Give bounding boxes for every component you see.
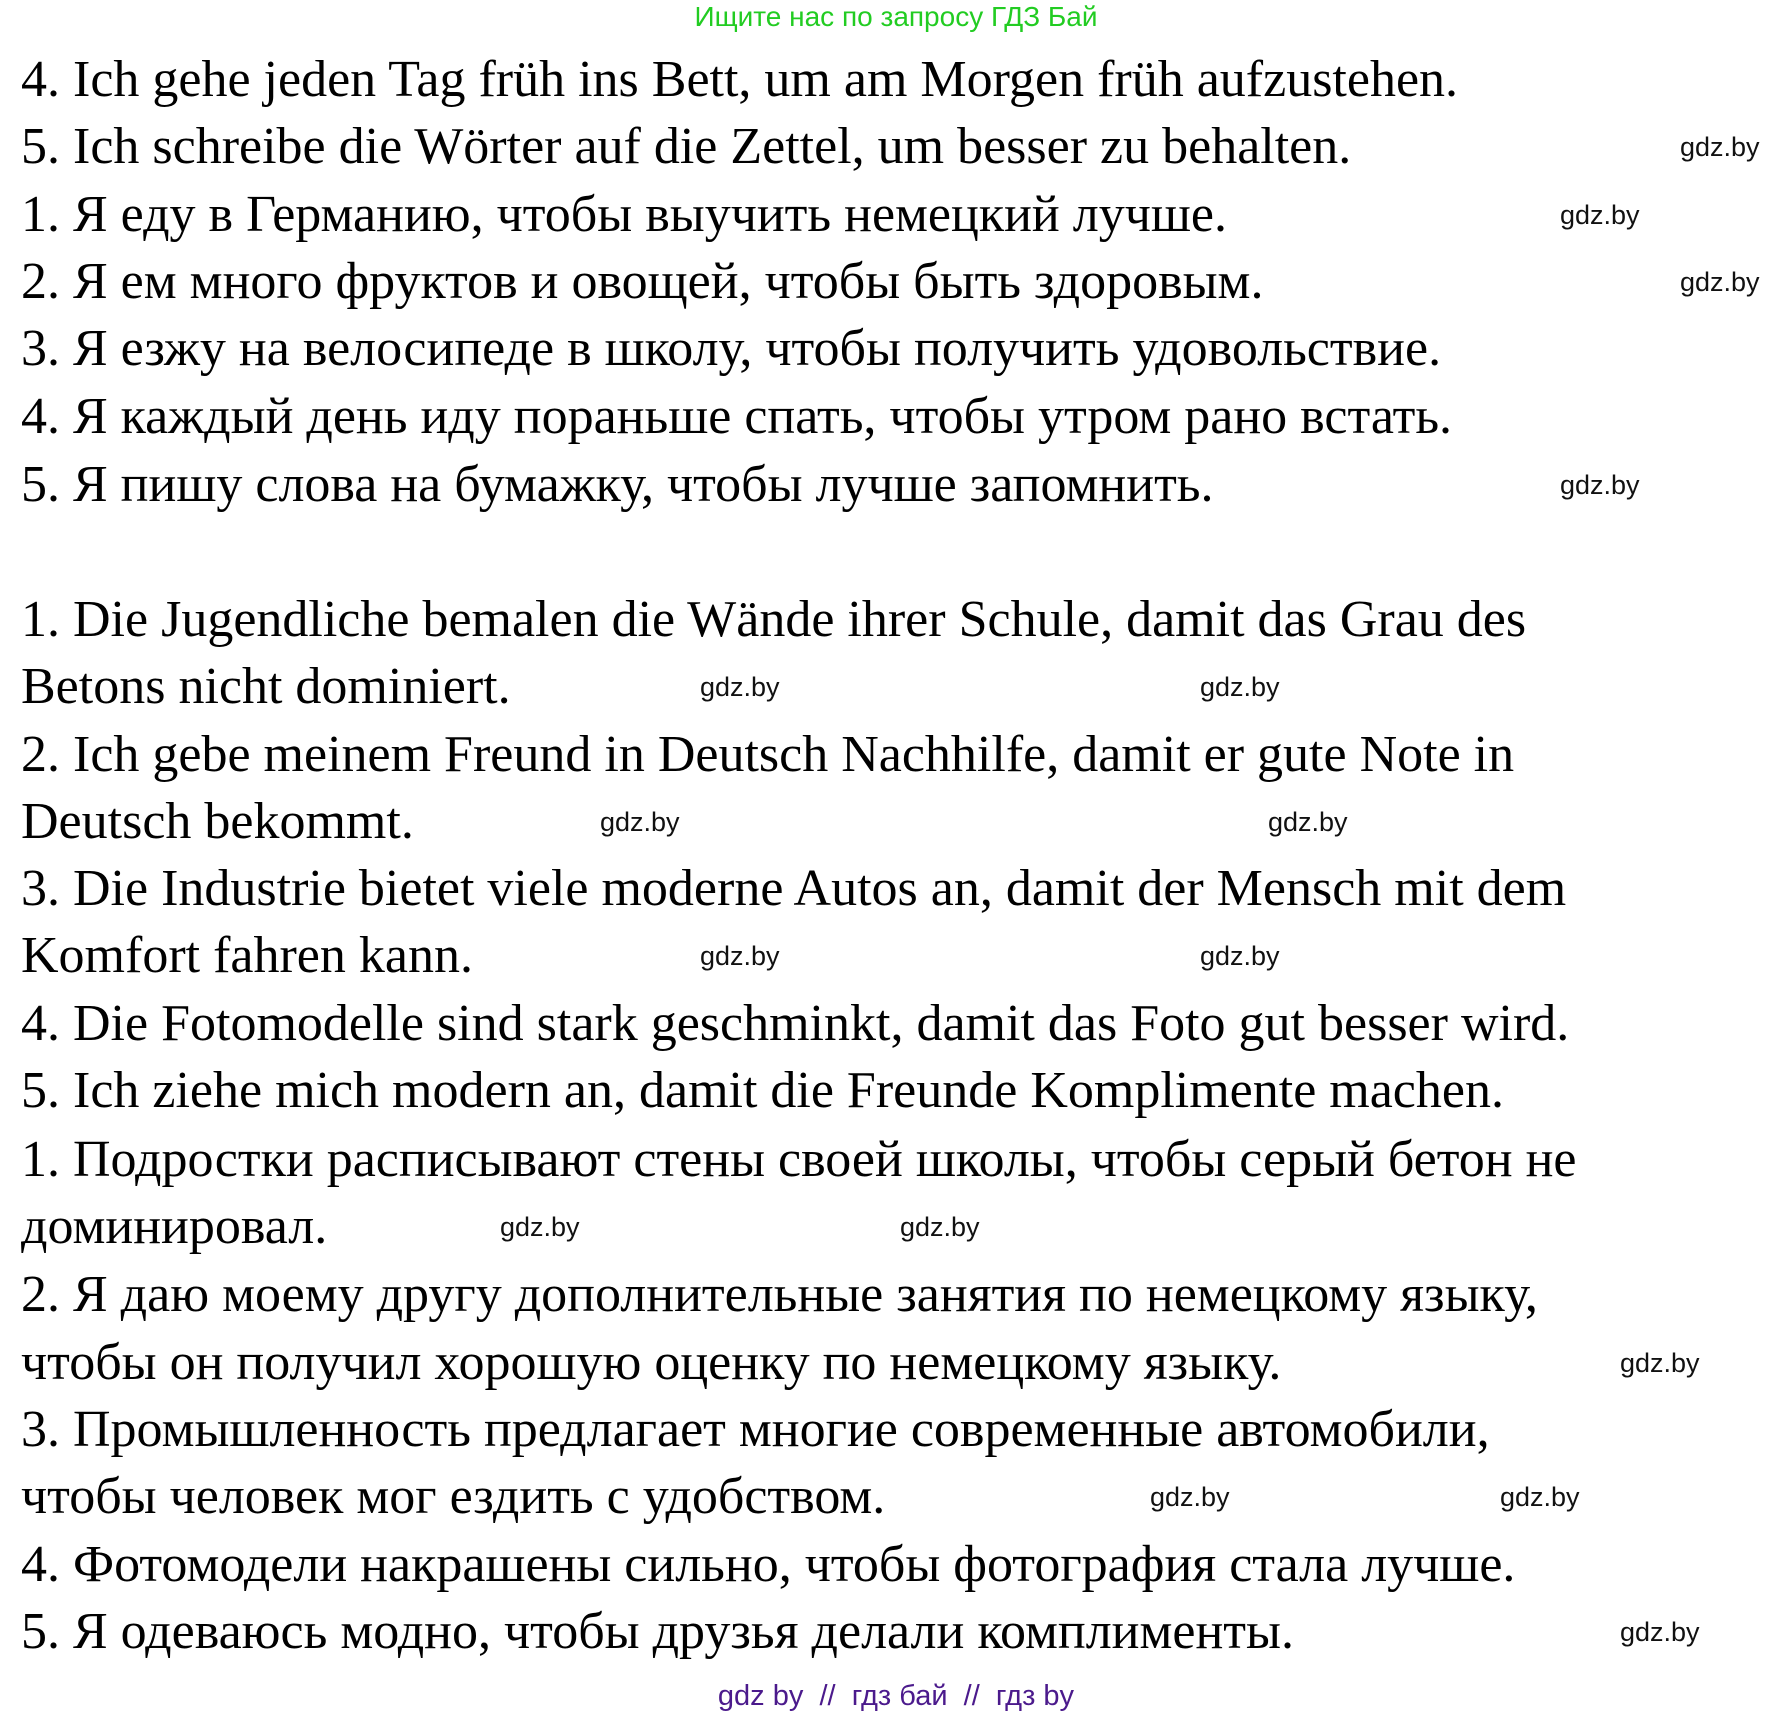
watermark: gdz.by xyxy=(500,1212,580,1242)
watermark: gdz.by xyxy=(1620,1348,1700,1378)
footer-watermark: gdz by // гдз бай // гдз by xyxy=(717,1680,1075,1712)
text-line: Deutsch bekommt. xyxy=(21,793,414,850)
text-line: 5. Я одеваюсь модно, чтобы друзья делали комплименты. xyxy=(21,1603,1294,1660)
watermark: gdz.by xyxy=(1200,941,1280,971)
text-line: 1. Я еду в Германию, чтобы выучить немецкий лучше. xyxy=(21,186,1227,243)
text-line: Betons nicht dominiert. xyxy=(21,658,511,715)
text-line: 2. Ich gebe meinem Freund in Deutsch Nachhilfe, damit er gute Note in xyxy=(21,726,1515,783)
text-line: 5. Я пишу слова на бумажку, чтобы лучше запомнить. xyxy=(21,456,1214,513)
text-line: 3. Я езжу на велосипеде в школу, чтобы получить удовольствие. xyxy=(21,320,1442,377)
watermark: gdz.by xyxy=(1680,132,1760,162)
text-line: 1. Подростки расписывают стены своей школы, чтобы серый бетон не xyxy=(21,1131,1577,1188)
text-line: 2. Я даю моему другу дополнительные занятия по немецкому языку, xyxy=(21,1266,1538,1323)
watermark: gdz.by xyxy=(1268,807,1348,837)
text-line: 1. Die Jugendliche bemalen die Wände ihrer Schule, damit das Grau des xyxy=(21,591,1527,648)
watermark: gdz.by xyxy=(1500,1482,1580,1512)
text-line: 4. Ich gehe jeden Tag früh ins Bett, um am Morgen früh aufzustehen. xyxy=(21,51,1459,108)
text-line: 4. Я каждый день иду пораньше спать, чтобы утром рано встать. xyxy=(21,388,1453,445)
watermark: gdz.by xyxy=(1680,267,1760,297)
watermark: gdz.by xyxy=(1200,672,1280,702)
search-hint-banner: Ищите нас по запросу ГДЗ Бай xyxy=(694,1,1098,32)
watermark: gdz.by xyxy=(700,672,780,702)
watermark: gdz.by xyxy=(700,941,780,971)
text-line: 4. Фотомодели накрашены сильно, чтобы фотография стала лучше. xyxy=(21,1536,1516,1593)
watermark: gdz.by xyxy=(1560,200,1640,230)
watermark: gdz.by xyxy=(1150,1482,1230,1512)
text-line: Komfort fahren kann. xyxy=(21,927,473,984)
text-line: чтобы человек мог ездить с удобством. xyxy=(21,1468,886,1525)
text-line: чтобы он получил хорошую оценку по немецкому языку. xyxy=(21,1334,1282,1391)
watermark: gdz.by xyxy=(900,1212,980,1242)
text-line: 2. Я ем много фруктов и овощей, чтобы быть здоровым. xyxy=(21,253,1264,310)
watermark: gdz.by xyxy=(1620,1617,1700,1647)
text-line: 3. Die Industrie bietet viele moderne Autos an, damit der Mensch mit dem xyxy=(21,860,1567,917)
text-line: 5. Ich ziehe mich modern an, damit die Freunde Komplimente machen. xyxy=(21,1062,1504,1119)
text-line: 3. Промышленность предлагает многие современные автомобили, xyxy=(21,1401,1490,1458)
text-line: доминировал. xyxy=(21,1198,328,1255)
watermark: gdz.by xyxy=(600,807,680,837)
text-line: 4. Die Fotomodelle sind stark geschminkt, damit das Foto gut besser wird. xyxy=(21,995,1570,1052)
watermark: gdz.by xyxy=(1560,470,1640,500)
text-line: 5. Ich schreibe die Wörter auf die Zettel, um besser zu behalten. xyxy=(21,118,1352,175)
